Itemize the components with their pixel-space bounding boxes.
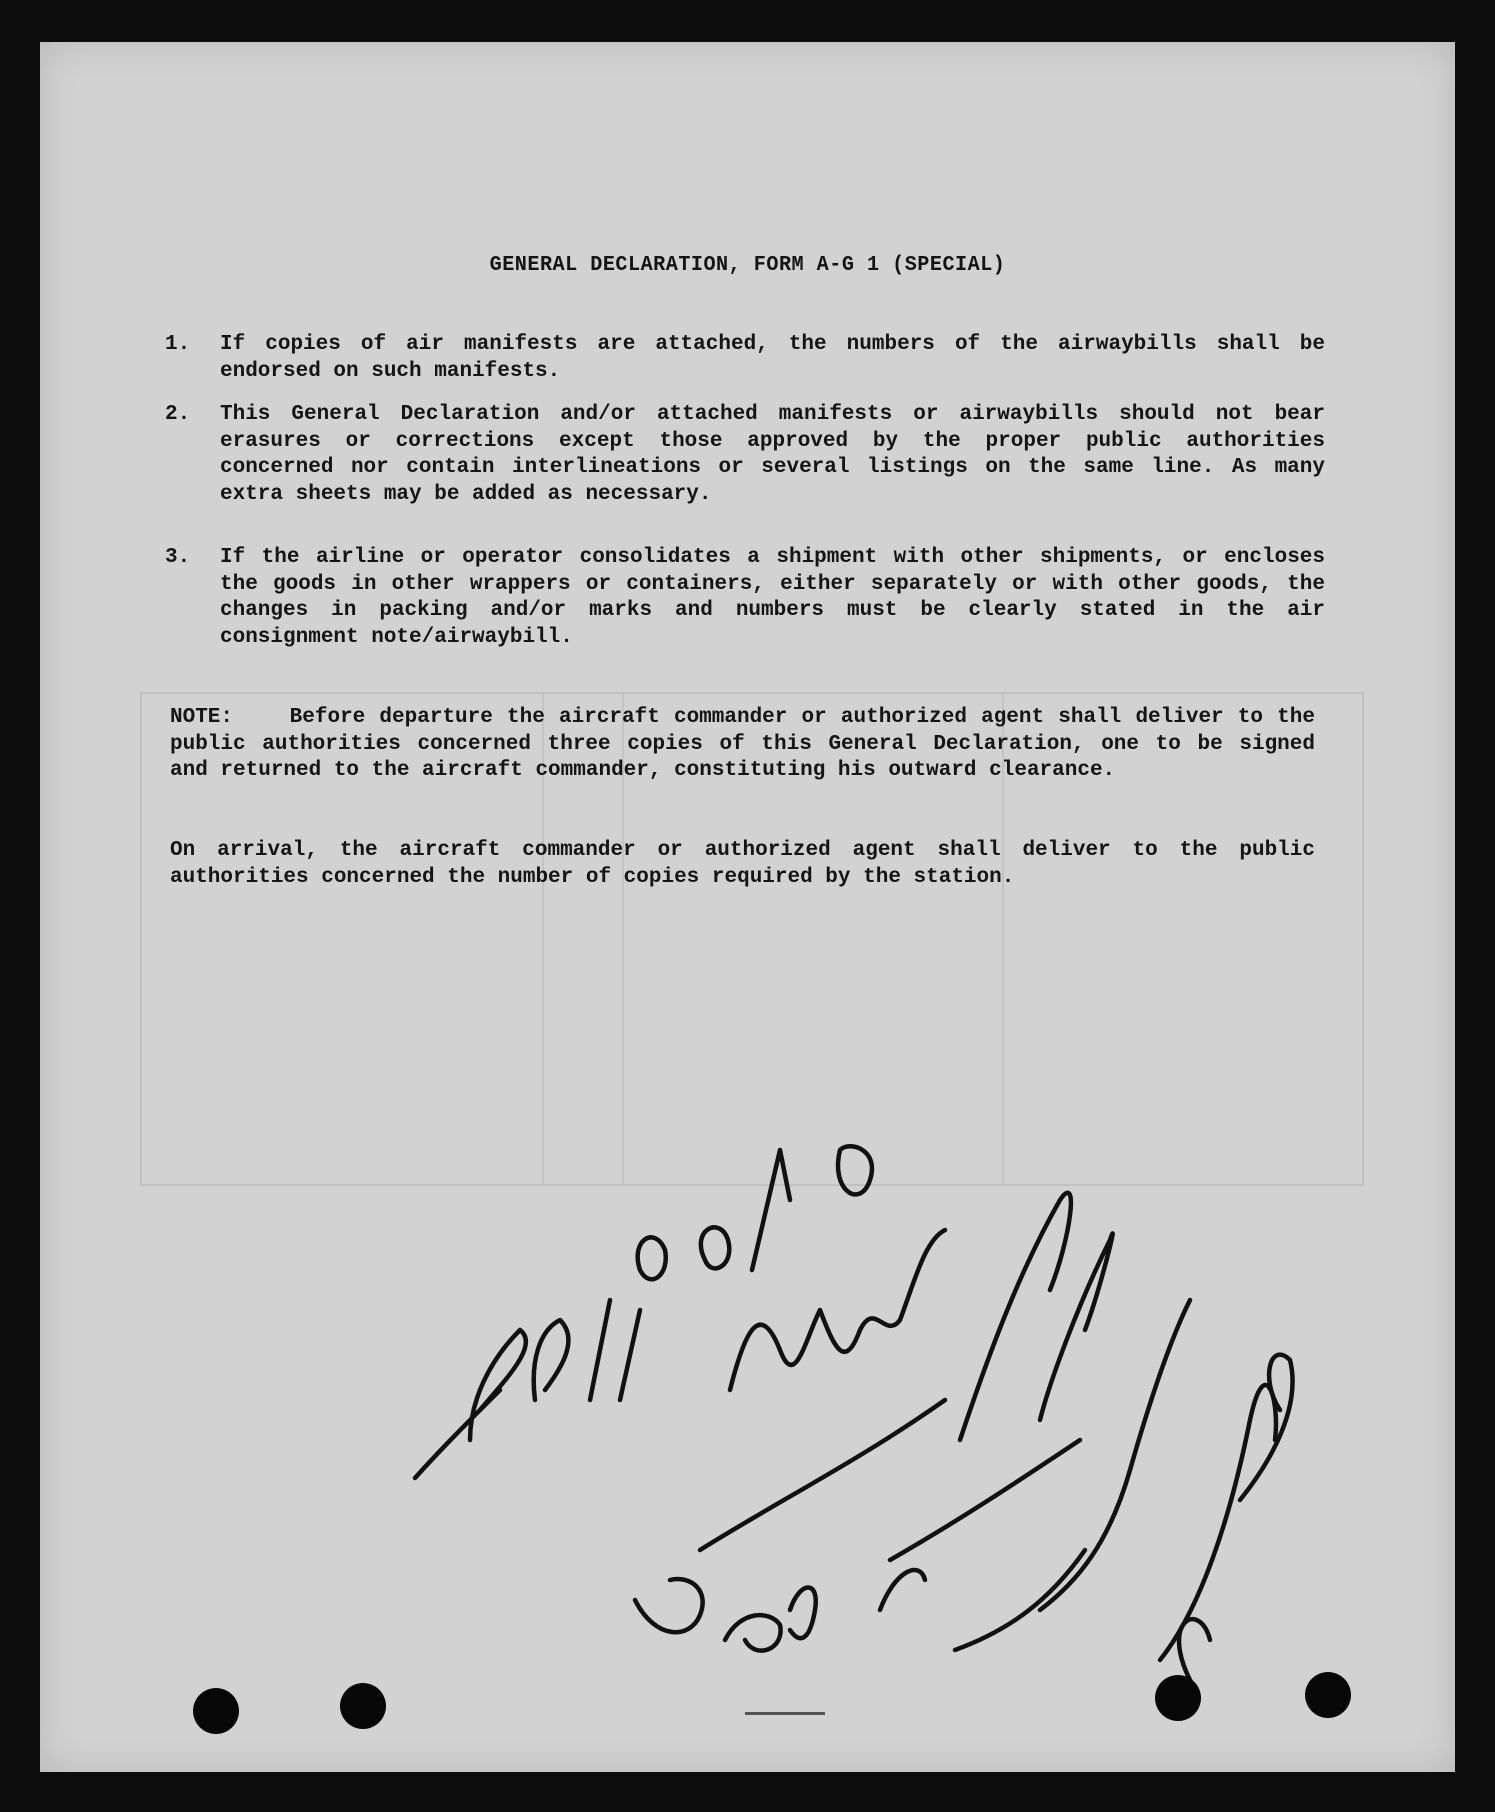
signature-stroke xyxy=(890,1440,1080,1560)
punch-hole xyxy=(1155,1675,1201,1721)
instruction-number: 1. xyxy=(165,333,191,356)
instruction-text: This General Declaration and/or attached manifests or airwaybills should not bear erasures or corrections except those approved by the proper public authorities concerned nor contain interlineations or several listings on the same line. As many extra sheets may be added as necessary. xyxy=(220,403,1325,506)
arrival-note: On arrival, the aircraft commander or authorized agent shall deliver to the public authorities concerned the number of copies required by the station. xyxy=(170,839,1315,889)
signature-stroke xyxy=(1160,1385,1276,1660)
instruction-text: If the airline or operator consolidates a shipment with other shipments, or encloses the goods in other wrappers or containers, either separately or with other goods, the changes in packing and/or marks and numbers must be clearly stated in the air consignment note/airwaybill. xyxy=(220,546,1325,649)
signature-stroke xyxy=(701,1227,729,1268)
signature-stroke xyxy=(635,1579,703,1632)
signature-stroke xyxy=(838,1146,872,1194)
punch-hole xyxy=(1305,1672,1351,1718)
signature-stroke xyxy=(620,1310,640,1400)
signature-stroke xyxy=(955,1550,1085,1650)
punch-hole xyxy=(193,1688,239,1734)
signature-stroke xyxy=(880,1570,925,1610)
signature-stroke xyxy=(470,1330,526,1440)
signature-stroke xyxy=(790,1588,816,1639)
instruction-number: 3. xyxy=(165,546,191,569)
signature-stroke xyxy=(700,1400,945,1550)
punch-hole xyxy=(340,1683,386,1729)
signature-stroke xyxy=(960,1193,1071,1440)
signature-stroke xyxy=(752,1150,790,1270)
departure-note: NOTE: Before departure the aircraft commander or authorized agent shall deliver to the public authorities concerned three copies of this General Declaration, one to be signed and returned to the aircraft commander, constituting his outward clearance. xyxy=(170,706,1328,782)
pen-mark xyxy=(745,1712,825,1715)
document-title: GENERAL DECLARATION, FORM A-G 1 (SPECIAL) xyxy=(489,254,1006,277)
signature-stroke xyxy=(590,1300,610,1400)
signature-stroke xyxy=(638,1237,666,1279)
instruction-text: If copies of air manifests are attached, the numbers of the airwaybills shall be endorsed on such manifests. xyxy=(220,333,1325,383)
signature-stroke xyxy=(1040,1233,1113,1420)
signature-stroke xyxy=(534,1320,569,1400)
signature-stroke xyxy=(730,1230,945,1390)
instruction-number: 2. xyxy=(165,403,191,426)
signature-stroke xyxy=(725,1615,781,1650)
